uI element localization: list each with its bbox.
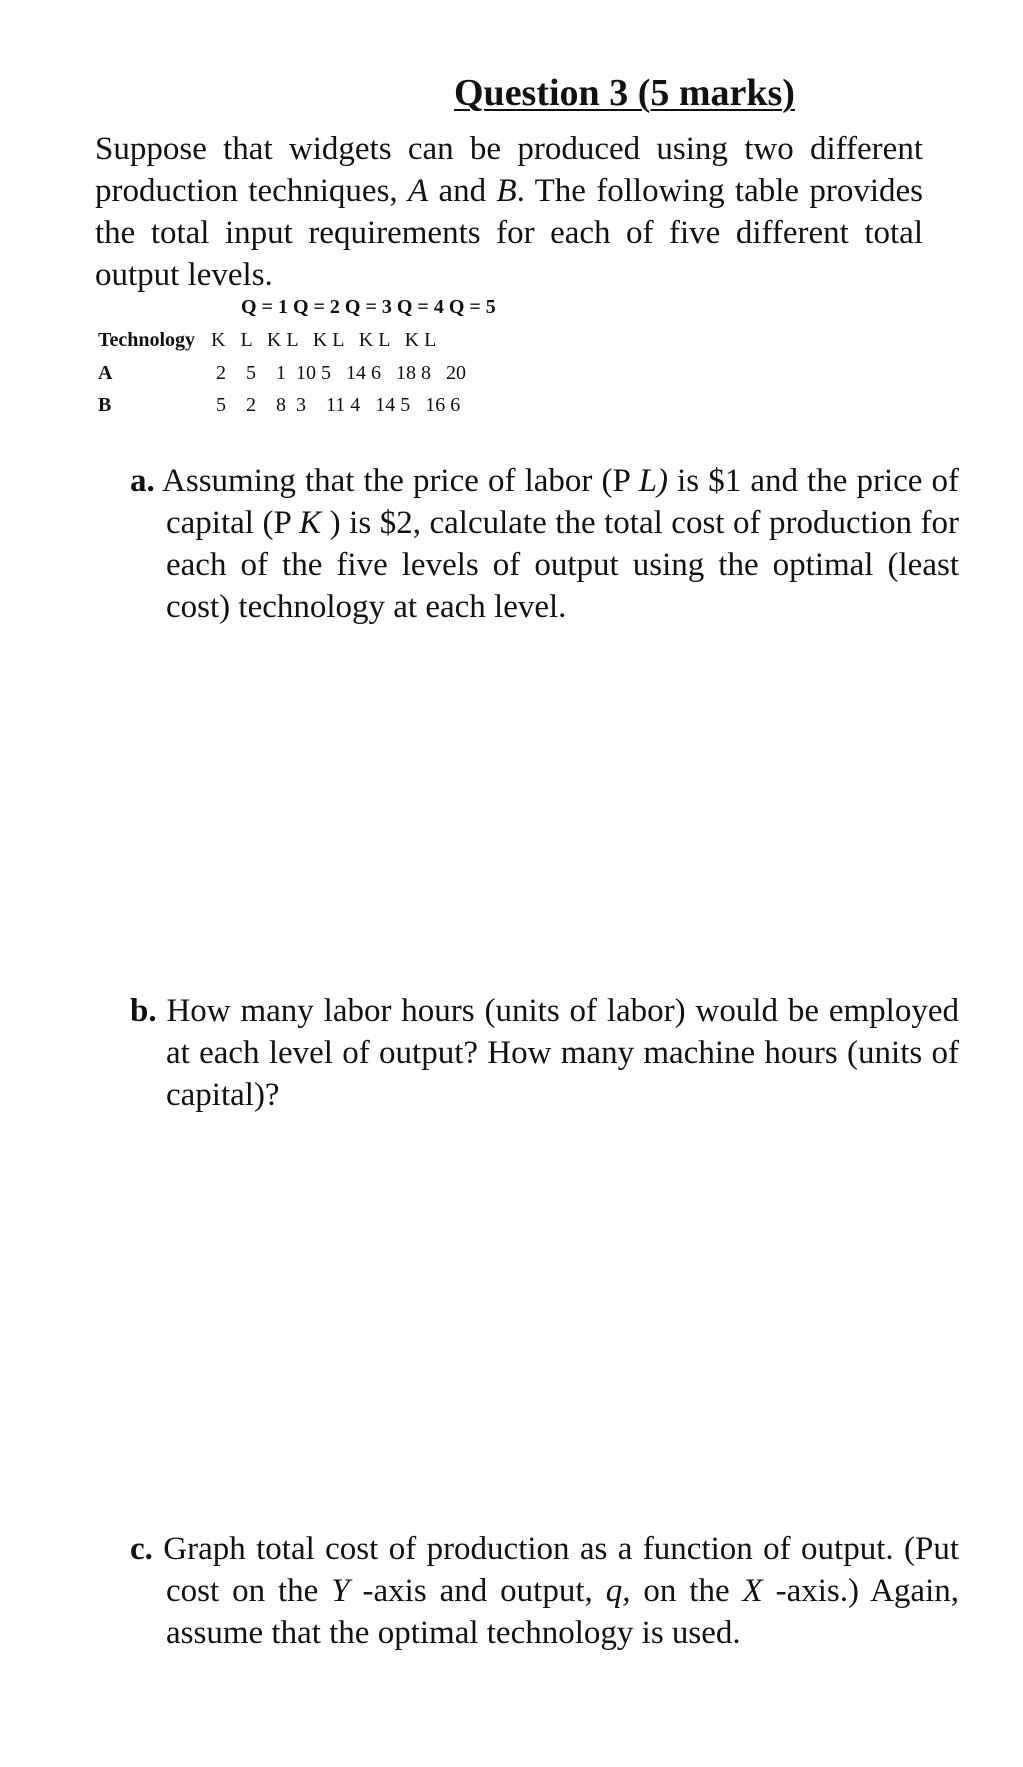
question-a-label: a. [130,463,155,499]
question-a-text-3: ) is $2, calculate the total cost of production for each of the five levels of output using the optimal (least cost) technology at each level. [166,505,959,625]
question-c-text-1: Graph total cost of production as a function of output. (Put cost on the [152,1531,959,1609]
table-q-header: Q = 1 Q = 2 Q = 3 Q = 4 Q = 5 [241,296,496,318]
question-title: Question 3 (5 marks) [454,72,795,114]
intro-text-1: Suppose that widgets can be produced using two different production techniques, [95,131,923,209]
question-c-y: Y [331,1573,350,1609]
question-a-k: K [299,505,322,541]
table-row-values: 2 5 1 10 5 14 6 18 8 20 [216,362,466,384]
question-c-x: X [742,1573,763,1609]
intro-text-2: . The following table provides the total input requirements for each of five different total output levels. [95,173,923,293]
table-technology-header: Technology [98,329,196,351]
table-row-label: B [98,394,112,416]
question-b [130,990,959,1116]
table-kl-header: K L K L K L K L K L [211,329,437,351]
question-b-label: b. [130,993,157,1029]
question-c-text-4: -axis.) Again, assume that the optimal technology is used. [166,1573,959,1651]
question-c-text-3: on the [630,1573,743,1609]
table-row-values: 5 2 8 3 11 4 14 5 16 6 [216,394,461,416]
question-a-text-2: is $1 and the price of capital (P [166,463,959,541]
tech-b-ref: B [496,173,517,209]
intro-paragraph [95,128,923,296]
question-a-text-1: Assuming that the price of labor (P [154,463,639,499]
question-a [130,460,959,628]
table-row-label: A [98,362,113,384]
question-c-q: q, [605,1573,631,1609]
tech-a-ref: A [408,173,429,209]
intro-and: and [428,173,497,209]
question-a-l: L) [638,463,669,499]
question-b-text: How many labor hours (units of labor) would be employed at each level of output? How many machine hours (units of capital)? [156,993,959,1113]
question-c-text-2: -axis and output, [349,1573,606,1609]
question-c [130,1528,959,1654]
question-c-label: c. [130,1531,153,1567]
